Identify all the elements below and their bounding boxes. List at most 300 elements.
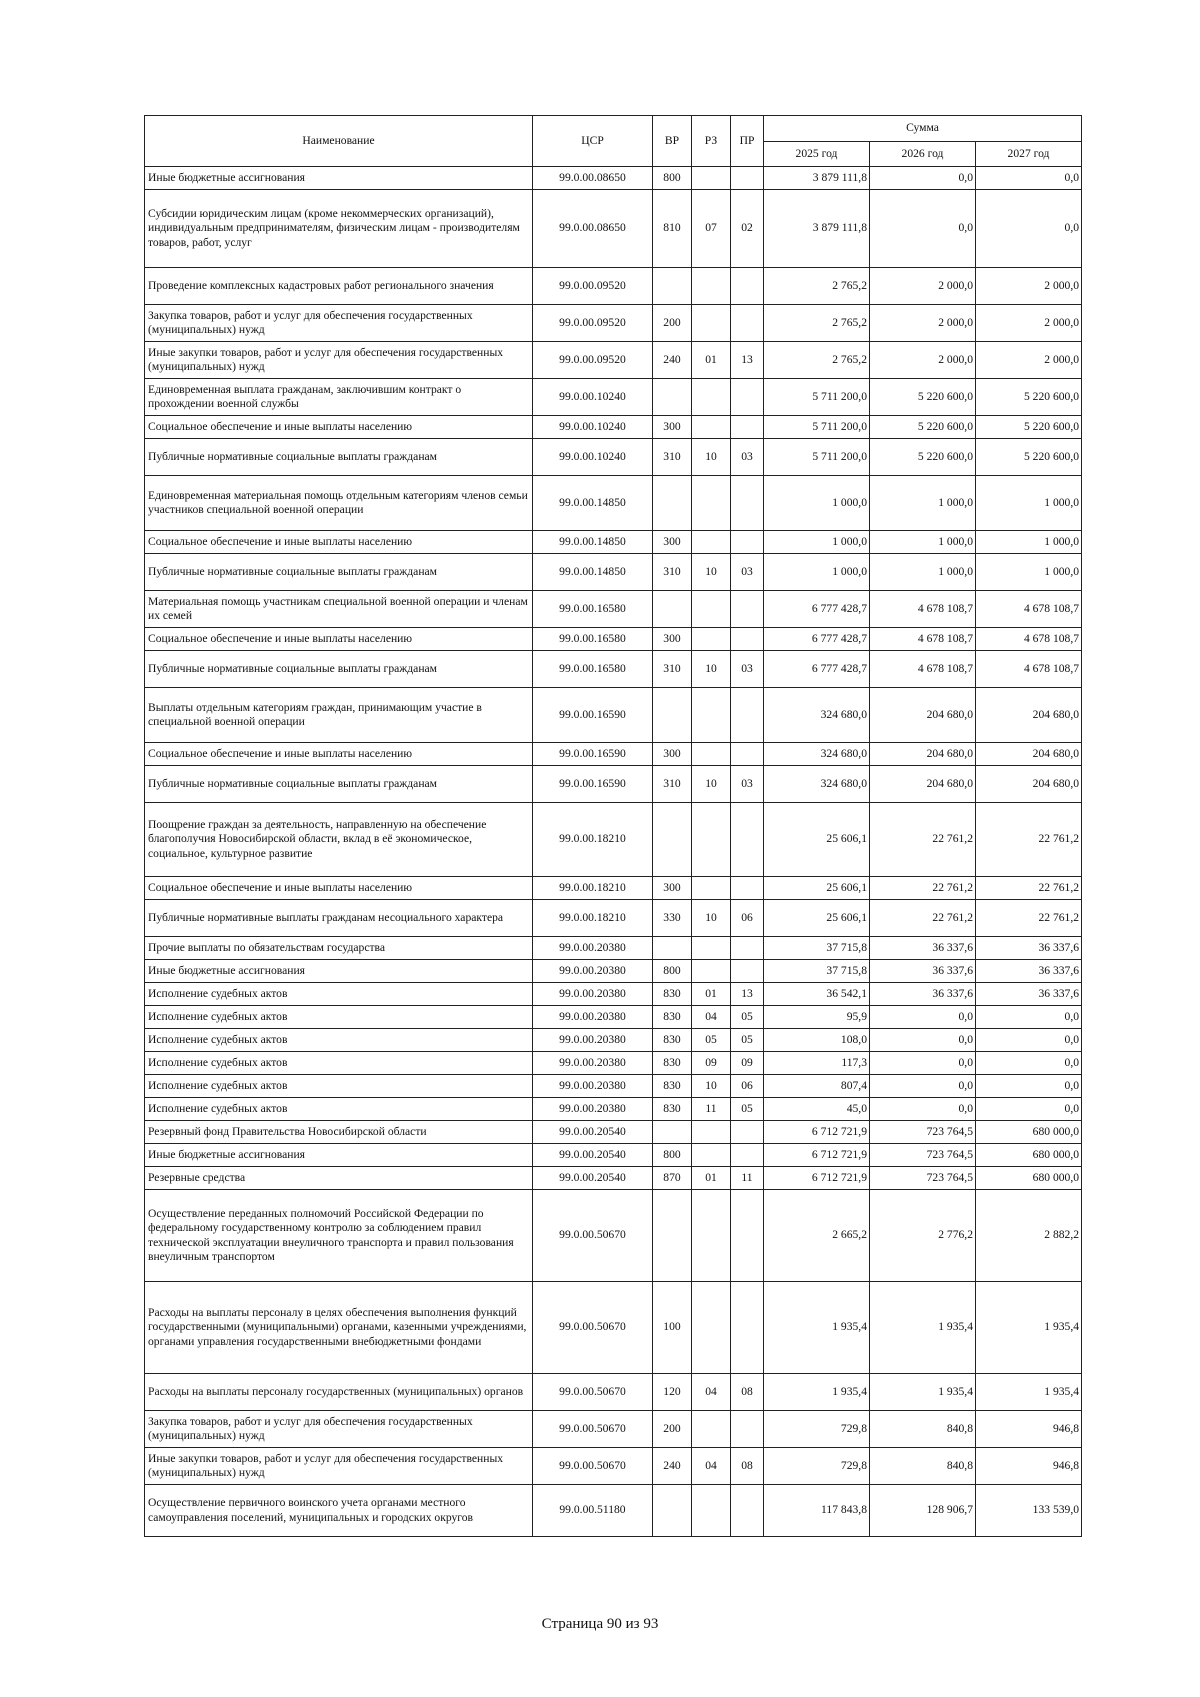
cell-sum-2026: 22 761,2 (870, 900, 976, 937)
cell-sum-2026: 0,0 (870, 1075, 976, 1098)
cell-name: Социальное обеспечение и иные выплаты населению (145, 628, 533, 651)
cell-csr: 99.0.00.50670 (533, 1374, 653, 1411)
cell-rz (692, 379, 731, 416)
cell-sum-2026: 723 764,5 (870, 1121, 976, 1144)
cell-sum-2026: 1 000,0 (870, 476, 976, 531)
cell-rz: 10 (692, 651, 731, 688)
cell-vr: 310 (653, 439, 692, 476)
cell-sum-2027: 1 000,0 (976, 554, 1082, 591)
cell-vr: 200 (653, 1411, 692, 1448)
cell-csr: 99.0.00.16590 (533, 688, 653, 743)
cell-name: Закупка товаров, работ и услуг для обеспечения государственных (муниципальных) нужд (145, 1411, 533, 1448)
cell-rz (692, 268, 731, 305)
cell-sum-2027: 4 678 108,7 (976, 628, 1082, 651)
cell-sum-2026: 1 935,4 (870, 1374, 976, 1411)
table-row (145, 379, 1082, 416)
cell-name: Осуществление переданных полномочий Российской Федерации по федеральному государственному контролю за соблюдением правил технической эксплуатации внеуличного транспорта и правил пользования внеуличным транспортом (145, 1190, 533, 1282)
cell-sum-2026: 5 220 600,0 (870, 416, 976, 439)
cell-sum-2026: 1 935,4 (870, 1282, 976, 1374)
cell-sum-2027: 2 000,0 (976, 268, 1082, 305)
cell-vr: 240 (653, 1448, 692, 1485)
cell-sum-2027: 22 761,2 (976, 877, 1082, 900)
table-row (145, 900, 1082, 937)
cell-sum-2025: 3 879 111,8 (764, 190, 870, 268)
cell-rz (692, 305, 731, 342)
cell-csr: 99.0.00.16590 (533, 743, 653, 766)
table-row (145, 1006, 1082, 1029)
cell-vr: 300 (653, 743, 692, 766)
cell-sum-2026: 204 680,0 (870, 766, 976, 803)
cell-pr: 03 (731, 651, 764, 688)
cell-csr: 99.0.00.20380 (533, 983, 653, 1006)
cell-sum-2025: 117,3 (764, 1052, 870, 1075)
cell-vr: 800 (653, 1144, 692, 1167)
cell-csr: 99.0.00.50670 (533, 1190, 653, 1282)
cell-name: Прочие выплаты по обязательствам государства (145, 937, 533, 960)
cell-name: Единовременная выплата гражданам, заключившим контракт о прохождении военной службы (145, 379, 533, 416)
cell-pr: 11 (731, 1167, 764, 1190)
cell-vr: 200 (653, 305, 692, 342)
cell-rz (692, 960, 731, 983)
cell-pr: 06 (731, 900, 764, 937)
cell-sum-2027: 0,0 (976, 1006, 1082, 1029)
cell-rz (692, 591, 731, 628)
cell-name: Выплаты отдельным категориям граждан, принимающим участие в специальной военной операции (145, 688, 533, 743)
cell-name: Социальное обеспечение и иные выплаты населению (145, 416, 533, 439)
cell-rz (692, 167, 731, 190)
cell-sum-2026: 204 680,0 (870, 743, 976, 766)
cell-sum-2027: 4 678 108,7 (976, 651, 1082, 688)
cell-csr: 99.0.00.50670 (533, 1448, 653, 1485)
cell-vr: 870 (653, 1167, 692, 1190)
cell-sum-2027: 204 680,0 (976, 743, 1082, 766)
cell-csr: 99.0.00.20540 (533, 1121, 653, 1144)
cell-rz: 05 (692, 1029, 731, 1052)
cell-sum-2025: 25 606,1 (764, 900, 870, 937)
cell-csr: 99.0.00.20380 (533, 1075, 653, 1098)
table-row (145, 1029, 1082, 1052)
table-row (145, 1075, 1082, 1098)
header-rz: РЗ (692, 116, 731, 167)
table-row (145, 803, 1082, 877)
cell-pr (731, 167, 764, 190)
cell-sum-2027: 0,0 (976, 1052, 1082, 1075)
cell-sum-2027: 0,0 (976, 1075, 1082, 1098)
cell-sum-2027: 680 000,0 (976, 1144, 1082, 1167)
table-row (145, 439, 1082, 476)
cell-rz (692, 531, 731, 554)
cell-vr: 300 (653, 628, 692, 651)
cell-rz (692, 743, 731, 766)
cell-name: Материальная помощь участникам специальной военной операции и членам их семей (145, 591, 533, 628)
table-row (145, 1121, 1082, 1144)
cell-vr: 240 (653, 342, 692, 379)
cell-sum-2026: 0,0 (870, 1029, 976, 1052)
cell-csr: 99.0.00.14850 (533, 554, 653, 591)
cell-name: Исполнение судебных актов (145, 983, 533, 1006)
page-number: Страница 90 из 93 (541, 1616, 659, 1632)
cell-vr: 830 (653, 1075, 692, 1098)
budget-table (144, 115, 1082, 1537)
cell-rz: 10 (692, 1075, 731, 1098)
cell-sum-2026: 840,8 (870, 1411, 976, 1448)
cell-sum-2025: 6 777 428,7 (764, 591, 870, 628)
cell-sum-2025: 1 935,4 (764, 1374, 870, 1411)
cell-vr: 310 (653, 766, 692, 803)
cell-sum-2026: 2 000,0 (870, 342, 976, 379)
cell-name: Иные бюджетные ассигнования (145, 1144, 533, 1167)
cell-csr: 99.0.00.10240 (533, 416, 653, 439)
cell-sum-2026: 5 220 600,0 (870, 439, 976, 476)
cell-rz (692, 476, 731, 531)
cell-csr: 99.0.00.18210 (533, 877, 653, 900)
cell-sum-2025: 5 711 200,0 (764, 439, 870, 476)
cell-sum-2025: 117 843,8 (764, 1485, 870, 1537)
cell-sum-2025: 25 606,1 (764, 803, 870, 877)
cell-rz (692, 1485, 731, 1537)
cell-rz (692, 1190, 731, 1282)
cell-sum-2027: 0,0 (976, 1098, 1082, 1121)
cell-rz (692, 628, 731, 651)
cell-vr (653, 268, 692, 305)
cell-rz (692, 1144, 731, 1167)
cell-rz: 10 (692, 766, 731, 803)
cell-sum-2025: 6 712 721,9 (764, 1167, 870, 1190)
cell-sum-2026: 723 764,5 (870, 1144, 976, 1167)
cell-rz: 01 (692, 342, 731, 379)
header-vr: ВР (653, 116, 692, 167)
cell-sum-2025: 6 777 428,7 (764, 651, 870, 688)
cell-name: Расходы на выплаты персоналу государственных (муниципальных) органов (145, 1374, 533, 1411)
cell-csr: 99.0.00.16580 (533, 628, 653, 651)
cell-vr: 830 (653, 1029, 692, 1052)
cell-rz: 10 (692, 900, 731, 937)
cell-sum-2027: 680 000,0 (976, 1167, 1082, 1190)
cell-sum-2027: 22 761,2 (976, 803, 1082, 877)
cell-sum-2027: 946,8 (976, 1411, 1082, 1448)
table-row (145, 1144, 1082, 1167)
cell-sum-2027: 2 000,0 (976, 305, 1082, 342)
cell-csr: 99.0.00.50670 (533, 1282, 653, 1374)
header-csr: ЦСР (533, 116, 653, 167)
table-body (145, 167, 1082, 1537)
header-pr: ПР (731, 116, 764, 167)
cell-rz: 04 (692, 1374, 731, 1411)
cell-name: Исполнение судебных актов (145, 1098, 533, 1121)
cell-vr: 830 (653, 1098, 692, 1121)
cell-pr (731, 937, 764, 960)
cell-sum-2027: 5 220 600,0 (976, 416, 1082, 439)
cell-sum-2026: 1 000,0 (870, 531, 976, 554)
cell-sum-2026: 0,0 (870, 1006, 976, 1029)
cell-rz: 11 (692, 1098, 731, 1121)
cell-pr (731, 803, 764, 877)
cell-sum-2026: 4 678 108,7 (870, 628, 976, 651)
cell-name: Публичные нормативные социальные выплаты гражданам (145, 766, 533, 803)
cell-sum-2027: 133 539,0 (976, 1485, 1082, 1537)
cell-pr (731, 688, 764, 743)
cell-vr: 300 (653, 531, 692, 554)
table-row (145, 554, 1082, 591)
cell-name: Закупка товаров, работ и услуг для обеспечения государственных (муниципальных) нужд (145, 305, 533, 342)
cell-sum-2026: 22 761,2 (870, 803, 976, 877)
table-row (145, 1167, 1082, 1190)
table-row (145, 1098, 1082, 1121)
cell-csr: 99.0.00.16580 (533, 591, 653, 628)
cell-rz (692, 1282, 731, 1374)
cell-sum-2026: 4 678 108,7 (870, 591, 976, 628)
header-year-2025: 2025 год (764, 142, 870, 167)
cell-csr: 99.0.00.18210 (533, 900, 653, 937)
cell-csr: 99.0.00.14850 (533, 476, 653, 531)
cell-pr: 05 (731, 1029, 764, 1052)
cell-pr (731, 305, 764, 342)
cell-csr: 99.0.00.20380 (533, 1029, 653, 1052)
cell-csr: 99.0.00.20380 (533, 937, 653, 960)
cell-vr: 120 (653, 1374, 692, 1411)
cell-sum-2025: 729,8 (764, 1448, 870, 1485)
cell-rz: 04 (692, 1448, 731, 1485)
cell-csr: 99.0.00.20380 (533, 1098, 653, 1121)
cell-csr: 99.0.00.09520 (533, 342, 653, 379)
cell-sum-2026: 0,0 (870, 167, 976, 190)
cell-csr: 99.0.00.09520 (533, 268, 653, 305)
cell-sum-2025: 1 000,0 (764, 476, 870, 531)
cell-vr (653, 937, 692, 960)
table-row (145, 960, 1082, 983)
cell-pr: 03 (731, 439, 764, 476)
cell-vr: 100 (653, 1282, 692, 1374)
cell-sum-2025: 2 765,2 (764, 268, 870, 305)
table-row (145, 305, 1082, 342)
cell-name: Резервный фонд Правительства Новосибирской области (145, 1121, 533, 1144)
cell-sum-2026: 4 678 108,7 (870, 651, 976, 688)
cell-name: Публичные нормативные социальные выплаты гражданам (145, 651, 533, 688)
cell-rz (692, 1121, 731, 1144)
table-row (145, 688, 1082, 743)
cell-csr: 99.0.00.20540 (533, 1144, 653, 1167)
cell-sum-2026: 22 761,2 (870, 877, 976, 900)
cell-sum-2025: 108,0 (764, 1029, 870, 1052)
cell-sum-2027: 1 000,0 (976, 531, 1082, 554)
cell-pr: 13 (731, 342, 764, 379)
cell-rz (692, 416, 731, 439)
table-row (145, 167, 1082, 190)
cell-vr: 830 (653, 983, 692, 1006)
cell-sum-2027: 1 935,4 (976, 1374, 1082, 1411)
cell-sum-2026: 36 337,6 (870, 937, 976, 960)
cell-name: Расходы на выплаты персоналу в целях обеспечения выполнения функций государственными (муниципальными) органами, казенными учреждениями, органами управления государственными внебюджетными фондами (145, 1282, 533, 1374)
cell-sum-2025: 1 935,4 (764, 1282, 870, 1374)
cell-name: Иные бюджетные ассигнования (145, 167, 533, 190)
budget-table-container (144, 115, 1081, 1537)
cell-vr: 300 (653, 416, 692, 439)
cell-csr: 99.0.00.20540 (533, 1167, 653, 1190)
cell-sum-2025: 25 606,1 (764, 877, 870, 900)
cell-csr: 99.0.00.16580 (533, 651, 653, 688)
cell-sum-2025: 324 680,0 (764, 743, 870, 766)
cell-name: Иные бюджетные ассигнования (145, 960, 533, 983)
table-row (145, 531, 1082, 554)
cell-sum-2026: 36 337,6 (870, 983, 976, 1006)
table-row (145, 651, 1082, 688)
cell-name: Единовременная материальная помощь отдельным категориям членов семьи участников специальной военной операции (145, 476, 533, 531)
cell-pr: 13 (731, 983, 764, 1006)
cell-rz: 10 (692, 554, 731, 591)
cell-name: Публичные нормативные выплаты гражданам несоциального характера (145, 900, 533, 937)
table-row (145, 1374, 1082, 1411)
cell-pr (731, 743, 764, 766)
table-row (145, 591, 1082, 628)
cell-rz (692, 1411, 731, 1448)
cell-sum-2027: 1 000,0 (976, 476, 1082, 531)
cell-name: Публичные нормативные социальные выплаты гражданам (145, 554, 533, 591)
cell-rz (692, 877, 731, 900)
cell-sum-2026: 2 776,2 (870, 1190, 976, 1282)
cell-name: Проведение комплексных кадастровых работ регионального значения (145, 268, 533, 305)
table-row (145, 1190, 1082, 1282)
table-header (145, 116, 1082, 167)
table-row (145, 1448, 1082, 1485)
table-row (145, 476, 1082, 531)
cell-csr: 99.0.00.20380 (533, 1052, 653, 1075)
cell-sum-2026: 2 000,0 (870, 305, 976, 342)
cell-pr (731, 591, 764, 628)
cell-pr: 03 (731, 766, 764, 803)
cell-sum-2027: 0,0 (976, 1029, 1082, 1052)
cell-name: Иные закупки товаров, работ и услуг для обеспечения государственных (муниципальных) нужд (145, 1448, 533, 1485)
cell-vr (653, 591, 692, 628)
cell-sum-2027: 36 337,6 (976, 960, 1082, 983)
cell-name: Исполнение судебных актов (145, 1029, 533, 1052)
table-row (145, 937, 1082, 960)
cell-sum-2025: 6 712 721,9 (764, 1144, 870, 1167)
cell-sum-2026: 204 680,0 (870, 688, 976, 743)
cell-sum-2027: 2 000,0 (976, 342, 1082, 379)
cell-vr (653, 379, 692, 416)
table-row (145, 268, 1082, 305)
cell-name: Субсидии юридическим лицам (кроме некоммерческих организаций), индивидуальным предпринимателям, физическим лицам - производителям товаров, работ, услуг (145, 190, 533, 268)
cell-sum-2027: 4 678 108,7 (976, 591, 1082, 628)
cell-rz: 01 (692, 1167, 731, 1190)
cell-sum-2026: 36 337,6 (870, 960, 976, 983)
cell-name: Публичные нормативные социальные выплаты гражданам (145, 439, 533, 476)
table-row (145, 766, 1082, 803)
cell-sum-2026: 5 220 600,0 (870, 379, 976, 416)
cell-rz: 07 (692, 190, 731, 268)
cell-pr (731, 1485, 764, 1537)
cell-sum-2027: 0,0 (976, 167, 1082, 190)
cell-pr (731, 268, 764, 305)
cell-sum-2027: 204 680,0 (976, 766, 1082, 803)
cell-vr (653, 688, 692, 743)
cell-pr (731, 1144, 764, 1167)
cell-name: Исполнение судебных актов (145, 1052, 533, 1075)
cell-vr (653, 1485, 692, 1537)
table-row (145, 1485, 1082, 1537)
cell-name: Поощрение граждан за деятельность, направленную на обеспечение благополучия Новосибирской области, вклад в её экономическое, социальное, культурное развитие (145, 803, 533, 877)
cell-vr (653, 803, 692, 877)
cell-pr (731, 877, 764, 900)
cell-sum-2026: 128 906,7 (870, 1485, 976, 1537)
cell-rz: 10 (692, 439, 731, 476)
cell-sum-2025: 807,4 (764, 1075, 870, 1098)
cell-csr: 99.0.00.51180 (533, 1485, 653, 1537)
cell-sum-2026: 0,0 (870, 190, 976, 268)
header-name: Наименование (145, 116, 533, 167)
cell-csr: 99.0.00.08650 (533, 167, 653, 190)
cell-vr: 810 (653, 190, 692, 268)
cell-name: Социальное обеспечение и иные выплаты населению (145, 877, 533, 900)
cell-vr: 830 (653, 1006, 692, 1029)
cell-sum-2025: 1 000,0 (764, 531, 870, 554)
cell-csr: 99.0.00.16590 (533, 766, 653, 803)
cell-sum-2026: 2 000,0 (870, 268, 976, 305)
cell-vr (653, 1121, 692, 1144)
cell-pr: 09 (731, 1052, 764, 1075)
cell-csr: 99.0.00.50670 (533, 1411, 653, 1448)
cell-sum-2026: 0,0 (870, 1052, 976, 1075)
header-sum: Сумма (764, 116, 1082, 142)
cell-sum-2025: 1 000,0 (764, 554, 870, 591)
cell-pr: 05 (731, 1006, 764, 1029)
cell-sum-2025: 45,0 (764, 1098, 870, 1121)
table-row (145, 1411, 1082, 1448)
cell-name: Исполнение судебных актов (145, 1006, 533, 1029)
cell-rz: 01 (692, 983, 731, 1006)
cell-sum-2027: 36 337,6 (976, 937, 1082, 960)
cell-pr (731, 1121, 764, 1144)
cell-pr: 08 (731, 1448, 764, 1485)
cell-pr: 03 (731, 554, 764, 591)
cell-sum-2027: 36 337,6 (976, 983, 1082, 1006)
cell-name: Иные закупки товаров, работ и услуг для обеспечения государственных (муниципальных) нужд (145, 342, 533, 379)
cell-vr: 300 (653, 877, 692, 900)
cell-sum-2025: 36 542,1 (764, 983, 870, 1006)
cell-pr: 05 (731, 1098, 764, 1121)
cell-sum-2026: 840,8 (870, 1448, 976, 1485)
cell-sum-2025: 37 715,8 (764, 937, 870, 960)
cell-rz: 09 (692, 1052, 731, 1075)
cell-sum-2027: 680 000,0 (976, 1121, 1082, 1144)
table-row (145, 983, 1082, 1006)
cell-pr (731, 531, 764, 554)
table-row (145, 877, 1082, 900)
cell-pr: 08 (731, 1374, 764, 1411)
cell-rz (692, 937, 731, 960)
cell-sum-2027: 946,8 (976, 1448, 1082, 1485)
cell-sum-2027: 2 882,2 (976, 1190, 1082, 1282)
table-row (145, 743, 1082, 766)
cell-csr: 99.0.00.10240 (533, 379, 653, 416)
cell-csr: 99.0.00.10240 (533, 439, 653, 476)
cell-sum-2027: 22 761,2 (976, 900, 1082, 937)
cell-sum-2025: 2 765,2 (764, 342, 870, 379)
cell-sum-2025: 729,8 (764, 1411, 870, 1448)
cell-name: Осуществление первичного воинского учета органами местного самоуправления поселений, муниципальных и городских округов (145, 1485, 533, 1537)
cell-rz: 04 (692, 1006, 731, 1029)
cell-csr: 99.0.00.14850 (533, 531, 653, 554)
cell-sum-2026: 723 764,5 (870, 1167, 976, 1190)
table-row (145, 1282, 1082, 1374)
cell-vr: 830 (653, 1052, 692, 1075)
cell-csr: 99.0.00.20380 (533, 960, 653, 983)
cell-sum-2025: 2 765,2 (764, 305, 870, 342)
cell-pr (731, 1411, 764, 1448)
table-row (145, 1052, 1082, 1075)
cell-csr: 99.0.00.08650 (533, 190, 653, 268)
cell-pr (731, 379, 764, 416)
